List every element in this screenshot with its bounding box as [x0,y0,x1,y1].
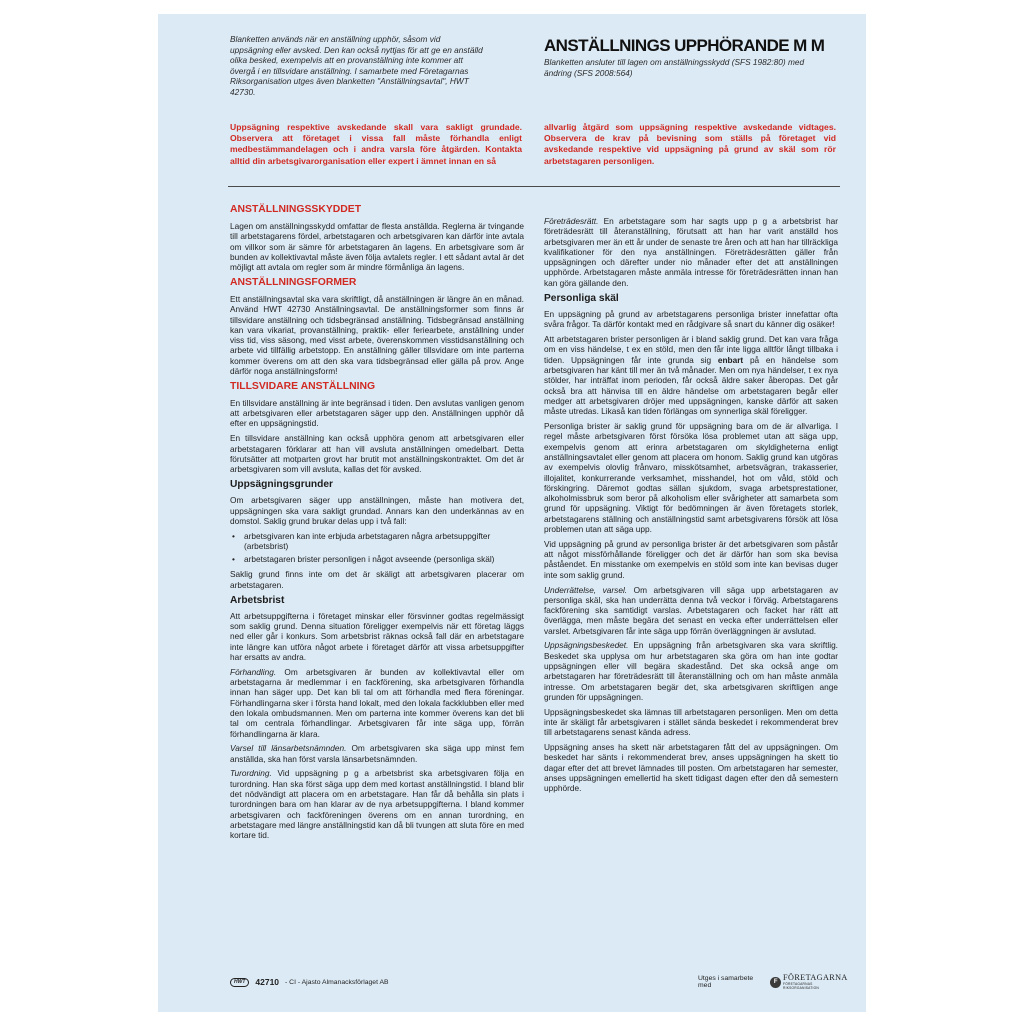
paragraph [544,640,838,702]
bullet-icon: • [232,530,235,541]
cooperation-text: Utges i samarbete med [698,975,754,989]
section-heading-anstallningsskyddet: ANSTÄLLNINGSSKYDDET [230,204,362,215]
foretagarna-name: FÖRETAGARNA [783,973,848,982]
paragraph: Personliga brister är saklig grund för uppsägning bara om de är allvarliga. I regel måste arbetsgivaren först försöka lösa problemet utan att säga upp, exempelvis genom att erinra arbetstagaren om skyldigheterna enligt anställningsavtalet eller genom att placera om honom. Saklig grund kan utgöras av exempelvis olovlig frånvaro, misskötsamhet, arbetsvägran, trakasserier, illojalitet, konkurrerande verksamhet, misshandel, hot om våld, stöld och förskingring. Däremot godtas sällan sjukdom, svaga arbetsprestationer, alkoholmissbruk som beror på alkoholism eller svårigheter att samarbeta som grund för uppsägning. Viktigt för bedömningen är även företagets storlek, arbetstagarens ställning och anställningstid samt arbetsgivarens försök att lösa problemen utan att säga upp. [544,421,838,535]
form-number: 42710 [255,977,280,987]
paragraph: Ett anställningsavtal ska vara skriftligt, då anställningen är längre än en månad. Använd HWT 42730 Anställningsavtal. De anställningsformer som finns är tillsvidare anställning och tidsbegränsad anställning. Tidsbegränsad anställning kan vara vikariat, provanställning, praktik- eller feriearbete, anställning under viss tid, viss säsong, med visst arbete, överenskommen visstidsanställning och arbete vid tillfällig arbetstopp. En anställning gäller tillsvidare om inte parterna kommer överens om att den ska vara tidsbegränsad eller gälla på prov. Ange därför noga anställningsform! [230,293,524,377]
paragraph: Att arbetsuppgifterna i företaget minskar eller försvinner godtas regelmässigt som saklig grund. Denna situation föreligger exempelvis när ett företag läggs ned eller går i konkurs. Som arbetsbrist räknas också fall där en arbetstagare inte längre kan utföra något arbete i företaget därför att vissa arbetsuppgifter har ersatts av andra. [230,610,524,662]
paragraph-lead: Företrädesrätt. [544,216,599,226]
footer-publisher [230,975,389,989]
paragraph-body: Vid uppsägning p g a arbetsbrist ska arbetsgivaren följa en turordning. Han ska först säga upp dem med kortast anställningstid. I bland blir det nödvändigt att placera om en arbetstagare. Han får då behålla sin plats i turordningen bara om han klarar av de nya arbetsuppgifterna. I bland kommer arbetsgivaren och fackföreningen överens om en annan turordning, en arbetstagare med längre anställningstid kan då bli tvungen att sluta före en med kortare tid. [230,768,524,841]
footer-cooperation [698,972,848,992]
bullet-icon: • [232,554,235,565]
intro-text: Blanketten används när en anställning upphör, såsom vid uppsägning eller avsked. Den kan också nyttjas för att ge en anställd olika besked, exempelvis att en provanställning inte kommer att övergå i en tillsvidare anställning. I samarbete med Företagarnas Riksorganisation utges även blanketten "Anställningsavtal", HWT 42730. [230,34,483,97]
paragraph-lead: Turordning. [230,768,272,779]
paragraph-lead: Förhandling. [230,666,277,677]
left-column [230,204,524,845]
paragraph: Om arbetsgivaren säger upp anställningen, måste han motivera det, uppsägningen ska vara sakligt grundad. Annars kan den underkännas av en domstol. Saklig grund brukar delas upp i två fall: [230,495,524,527]
paragraph-body: Om arbetsgivaren ska säga upp minst fem anställda, ska han först varsla länsarbetsnämnden. [230,743,524,764]
section-heading-tillsvidare: TILLSVIDARE ANSTÄLLNING [230,380,376,392]
bullet-list [230,531,524,565]
form-sheet [158,14,866,1012]
subheading-uppsagningsgrunder: Uppsägningsgrunder [230,479,334,491]
foretagarna-wordmark [783,974,848,990]
paragraph-body: Om arbetsgivaren är bunden av kollektivavtal eller om arbetstagarna är medlemmar i en fackförening, ska arbetsgivaren förhandla innan han säger upp. Det kan bli tal om att förhandla med flera föreningar. Förhandlingarna sker i första hand lokalt, med den lokala fackklubben eller med den lokala ombudsmannen. Men om parterna inte kommer överens kan det bli tal om centrala förhandlingar. Arbetsgivaren får inte säga upp, förrän förhandlingarna är klara. [230,666,524,739]
section-heading-anstallningsformer: ANSTÄLLNINGSFORMER [230,276,357,288]
paragraph [230,768,524,840]
foretagarna-emblem-icon: F [770,977,781,988]
paragraph [230,743,524,764]
foretagarna-logo [770,974,848,990]
paragraph-lead: Varsel till länsarbetsnämnden. [230,743,347,754]
document-subtitle: Blanketten ansluter till lagen om anställningsskydd (SFS 1982:80) med ändring (SFS 2008:564) [544,57,805,78]
paragraph-lead: Uppsägningsbeskedet. [544,640,629,651]
paragraph-lead: Underrättelse, varsel. [544,584,628,595]
hwt-logo: HWT [230,978,249,987]
divider [228,186,840,187]
paragraph [544,334,838,416]
paragraph-body: på en händelse som arbetsgivaren har känt till mer än två månader. Men om nya händelser, t ex nya stölder, har inträffat inom perioden, får också äldre saker åberopas. Det går också bra att hänvisa till en äldre händelse om arbetstagaren begår eller medger att arbetsgivaren dröjer med uppsägningen, kanske därför att saken måste utredas. Likaså kan tiden förlängas om synnerliga skäl föreligger. [544,354,839,417]
subheading-personliga-skal: Personliga skäl [544,293,619,305]
paragraph-body: En uppsägning från arbetsgivaren ska vara skriftlig. Beskedet ska upplysa om hur arbetstagaren ska göra om han inte godtar uppsägningen eller vill begära skadestånd. Det ska också ange om arbetstagaren har företrädesrätt till återanställning och om han måste anmäla intresse. Om arbetstagaren begär det, ska arbetsgivaren skriftligen ange grunden för uppsägningen. [544,640,838,702]
paragraph-body: Om arbetsgivaren vill säga upp arbetstagaren av personliga skäl, ska han underrätta denna två veckor i förväg. Arbetstagarens fackförening ska samtidigt varslas. Arbetstagaren och facket har rätt att överlägga, men måste begära det senast en vecka efter underrättelsen eller varslet. Arbetsgivaren får inte säga upp förrän överläggningen är avslutad. [544,584,838,636]
right-column [544,216,838,798]
paragraph: Uppsägningsbeskedet ska lämnas till arbetstagaren personligen. Men om detta inte är skäligt får arbetsgivaren i stället sända beskedet i rekommenderat brev till arbetstagarens senast kända adress. [544,706,838,738]
paragraph: Uppsägning anses ha skett när arbetstagaren fått del av uppsägningen. Om beskedet har sänts i rekommenderat brev, anses uppsägningen ha skett tio dagar efter det att brevet lämnades till posten. Om arbetstagaren har semester, anses uppsägningen emellertid ha skett tidigast dagen efter den då semestern upphörde. [544,742,838,794]
paragraph-body: Att arbetstagaren brister personligen är i bland saklig grund. Det kan vara fråga om en viss händelse, t ex en stöld, men den får inte ligga alltför långt tillbaka i tiden. Uppsägningen får inte grunda sig [544,334,838,365]
paragraph [544,585,838,636]
list-item-text: arbetstagaren brister personligen i något avseende (personliga skäl) [244,554,495,565]
paragraph [544,216,838,288]
paragraph: En tillsvidare anställning är inte begränsad i tiden. Den avslutas vanligen genom att arbetsgivaren eller arbetstagaren säger upp den. Anställningen upphör då efter en uppsägningstid. [230,397,524,429]
list-item [230,554,524,564]
paragraph-body: En arbetstagare som har sagts upp p g a arbetsbrist har företrädesrätt till återanställning, förutsatt att han har varit anställd hos arbetsgivaren mer än ett år under de senaste tre åren och att han har tillräckliga kvalifikationer för den nya anställningen. Företrädesrätten gäller från uppsägningen och därefter under nio månader efter det att anställningen upphörde. Arbetstagaren måste anmäla intresse för företrädesrätten innan han kan göra gällande den. [544,216,838,288]
emphasis: enbart [717,354,744,365]
paragraph: Vid uppsägning på grund av personliga brister är det arbetsgivaren som påstår att något missförhållande föreligger och det är därför han som ska bevisa påståendet. En misstanke om exempelvis en stöld som inte kan bevisas duger inte som saklig grund. [544,538,838,580]
foretagarna-tagline: FÖRETAGARNAS RIKSORGANISATION [783,982,819,990]
paragraph: En tillsvidare anställning kan också upphöra genom att arbetsgivaren eller arbetstagaren förklarar att han vill avsluta anställningen omedelbart. Detta förutsätter att motparten grovt har brutit mot anställningskontraktet. Om det är arbetsgivaren som vill avsluta, kallas det för avsked. [230,433,524,475]
warning-text-right: allvarlig åtgärd som uppsägning respektive avskedande vidtages. Observera de krav på bevisning som ställs på företaget vid avskedande respektive vid uppsägning på grund av skäl som rör arbetstagaren personligen. [544,122,836,166]
subheading-arbetsbrist: Arbetsbrist [230,594,285,606]
list-item-text: arbetsgivaren kan inte erbjuda arbetstagaren några arbetsuppgifter (arbetsbrist) [244,530,491,552]
publisher-text: - CI - Ajasto Almanacksförlaget AB [285,978,389,986]
document-title: ANSTÄLLNINGS UPPHÖRANDE M M [544,36,825,55]
warning-text-left: Uppsägning respektive avskedande skall vara sakligt grundade. Observera att företaget i vissa fall måste förhandla enligt medbestämmandelagen och i andra varsla före åtgärden. Kontakta alltid din arbetsgivarorganisation eller expert i ämnet innan en så [230,122,522,166]
paragraph [230,667,524,739]
paragraph: Saklig grund finns inte om det är skäligt att arbetsgivaren placerar om arbetstagaren. [230,569,524,590]
paragraph: En uppsägning på grund av arbetstagarens personliga brister innefattar ofta svåra frågor. Ta därför kontakt med en rådgivare så snart du känner dig osäker! [544,309,838,330]
list-item [230,531,524,552]
paragraph: Lagen om anställningsskydd omfattar de flesta anställda. Reglerna är tvingande till arbetstagarens fördel, arbetstagaren och arbetsgivaren kan därför inte avtala om villkor som är sämre för arbetstagaren än lagens. En arbetsgivare som är bunden av kollektivavtal måste även följa avtalets regler. I ett sådant avtal är det möjligt att avtala om regler som är mindre förmånliga än lagens. [230,221,524,273]
